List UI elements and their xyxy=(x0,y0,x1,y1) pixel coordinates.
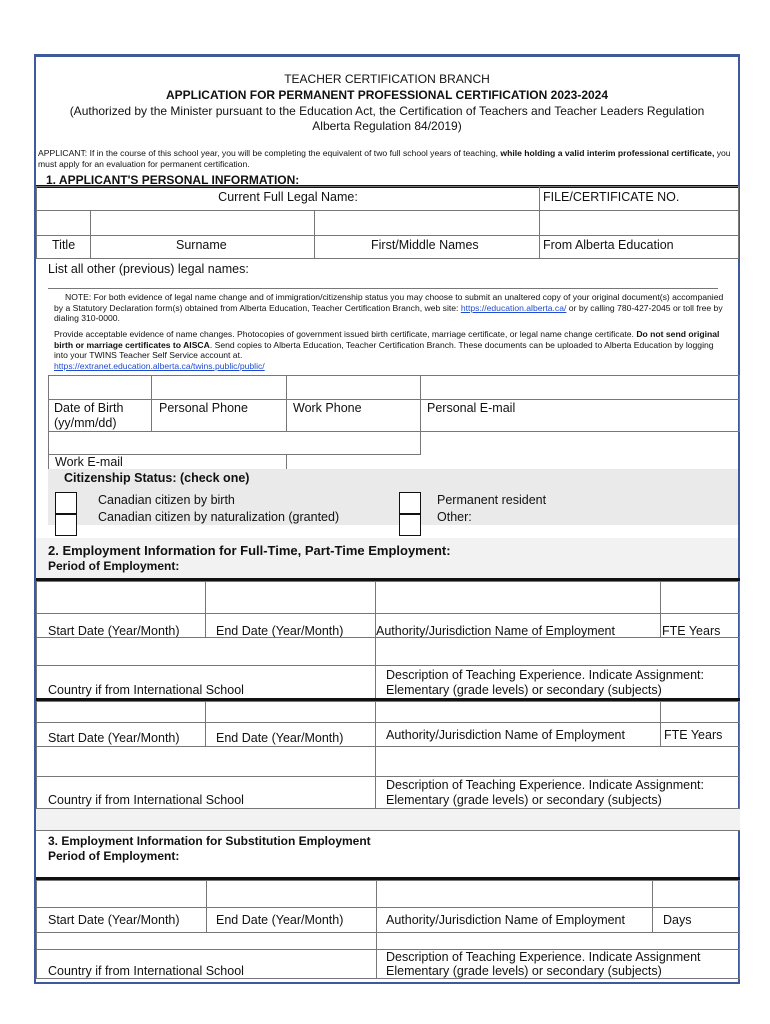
authority-label-2: Authority/Jurisdiction Name of Employment xyxy=(386,728,625,742)
fte-input[interactable] xyxy=(660,581,740,614)
work-phone-input[interactable] xyxy=(286,375,421,400)
file-cert-label: FILE/CERTIFICATE NO. xyxy=(543,190,680,204)
sub-description-line-2: Elementary (grade levels) or secondary (subjects) xyxy=(386,964,662,978)
fte-input-2[interactable] xyxy=(660,701,740,723)
section1-heading: 1. APPLICANT'S PERSONAL INFORMATION: xyxy=(46,173,300,187)
other-label: Other: xyxy=(437,510,472,524)
previous-names-label: List all other (previous) legal names: xyxy=(48,262,249,276)
permanent-resident-label: Permanent resident xyxy=(437,493,547,507)
country-label-2: Country if from International School xyxy=(48,793,244,807)
applicant-note-text: APPLICANT: If in the course of this school year, you will be completing the equivalent of two full school years of teaching, xyxy=(38,148,501,158)
sub-start-date-label: Start Date (Year/Month) xyxy=(48,913,180,927)
branch-title: TEACHER CERTIFICATION BRANCH xyxy=(284,72,490,86)
work-email-input[interactable] xyxy=(48,431,421,455)
applicant-note-tail: you must apply for an evaluation for permanent certification. xyxy=(38,148,731,169)
start-date-input-2[interactable] xyxy=(36,701,206,723)
sub-authority-input[interactable] xyxy=(376,880,653,908)
twins-link[interactable]: https://extranet.education.alberta.ca/twins.public/public/ xyxy=(54,360,265,371)
title-label: Title xyxy=(52,238,76,252)
description-label-2 xyxy=(386,778,704,808)
from-alberta-label: From Alberta Education xyxy=(543,238,674,252)
surname-input[interactable] xyxy=(90,210,315,236)
dob-format: (yy/mm/dd) xyxy=(54,416,117,430)
citizen-naturalization-label: Canadian citizen by naturalization (granted) xyxy=(98,510,340,524)
evidence-bold: Do not send original birth or marriage certificates to AISCA xyxy=(54,329,720,350)
sub-days-label: Days xyxy=(663,913,692,927)
personal-phone-input[interactable] xyxy=(151,375,287,400)
section2-period: Period of Employment: xyxy=(48,559,180,573)
description-line-1: Description of Teaching Experience. Indicate Assignment: xyxy=(386,668,705,682)
sub-country-input[interactable] xyxy=(36,932,377,950)
personal-phone-label: Personal Phone xyxy=(159,401,248,415)
end-date-input[interactable] xyxy=(205,581,376,614)
legal-name-label: Current Full Legal Name: xyxy=(218,190,358,204)
fte-label: FTE Years xyxy=(662,624,721,638)
country-label: Country if from International School xyxy=(48,683,244,697)
section2-heading: 2. Employment Information for Full-Time, Part-Time Employment: xyxy=(48,543,451,558)
applicant-note xyxy=(38,148,740,169)
citizen-naturalization-checkbox[interactable] xyxy=(55,514,77,536)
file-cert-input[interactable] xyxy=(539,210,739,236)
description-label xyxy=(386,668,704,698)
section3-period: Period of Employment: xyxy=(48,849,180,863)
start-date-label-2: Start Date (Year/Month) xyxy=(48,731,180,745)
start-date-input[interactable] xyxy=(36,581,206,614)
sub-description-input[interactable] xyxy=(376,932,740,950)
citizenship-heading: Citizenship Status: (check one) xyxy=(64,471,250,485)
evidence-text xyxy=(54,329,724,371)
personal-email-input[interactable] xyxy=(420,375,740,400)
title-input[interactable] xyxy=(36,210,91,236)
evidence-tail: . Send copies to Alberta Education, Teacher Certification Branch. These documents can be uploaded to Alberta Education by logging into your TWINS Teacher Self Service account at. xyxy=(54,339,714,360)
country-input-2[interactable] xyxy=(36,746,376,777)
sub-authority-label: Authority/Jurisdiction Name of Employment xyxy=(386,913,625,927)
end-date-input-2[interactable] xyxy=(205,701,376,723)
work-phone-label: Work Phone xyxy=(293,401,362,415)
end-date-label-2: End Date (Year/Month) xyxy=(216,731,344,745)
note-tail: or by calling 780-427-2045 or toll free by dialing 310-0000. xyxy=(54,302,723,323)
sub-end-date-label: End Date (Year/Month) xyxy=(216,913,344,927)
sub-end-date-input[interactable] xyxy=(206,880,377,908)
dob-text: Date of Birth xyxy=(54,401,124,415)
personal-email-label: Personal E-mail xyxy=(427,401,516,415)
section3-heading: 3. Employment Information for Substitution Employment xyxy=(48,834,371,848)
authority-label: Authority/Jurisdiction Name of Employment xyxy=(376,624,615,638)
note-body: NOTE: For both evidence of legal name change and of immigration/citizenship status you may choose to submit an unaltered copy of your original document(s) accompanied by a Statutory Declaration form(s) obtained from Alberta Education, Teacher Certification Branch, web site: xyxy=(54,292,724,313)
citizen-birth-checkbox[interactable] xyxy=(55,492,77,514)
authority-input-2[interactable] xyxy=(375,701,661,723)
description-line-2: Elementary (grade levels) or secondary (subjects) xyxy=(386,683,662,697)
sub-country-label: Country if from International School xyxy=(48,964,244,978)
sub-days-input[interactable] xyxy=(652,880,740,908)
country-input[interactable] xyxy=(36,637,376,666)
applicant-note-bold: while holding a valid interim professional certificate, xyxy=(500,148,715,158)
other-checkbox[interactable] xyxy=(399,514,421,536)
citizen-birth-label: Canadian citizen by birth xyxy=(98,493,235,507)
description-line-2: Elementary (grade levels) or secondary (subjects) xyxy=(386,793,662,807)
authority-input[interactable] xyxy=(375,581,661,614)
authorized-line-1: (Authorized by the Minister pursuant to the Education Act, the Certification of Teachers and Teacher Leaders Regulation xyxy=(69,104,705,118)
fte-label-2: FTE Years xyxy=(664,728,723,742)
sub-description-label xyxy=(386,950,701,978)
dob-input[interactable] xyxy=(48,375,152,400)
work-email-label: Work E-mail xyxy=(55,455,123,469)
section3-divider-top xyxy=(36,830,740,831)
sub-start-date-input[interactable] xyxy=(36,880,207,908)
first-middle-label: First/Middle Names xyxy=(371,238,479,252)
description-input[interactable] xyxy=(375,637,740,666)
start-date-label: Start Date (Year/Month) xyxy=(48,624,180,638)
education-link[interactable]: https://education.alberta.ca/ xyxy=(460,302,567,313)
surname-label: Surname xyxy=(176,238,227,252)
spacer-row xyxy=(36,809,740,831)
dob-label xyxy=(54,401,123,431)
previous-names-input[interactable] xyxy=(48,288,718,289)
end-date-label: End Date (Year/Month) xyxy=(216,624,344,638)
permanent-resident-checkbox[interactable] xyxy=(399,492,421,514)
authorized-line-2: Alberta Regulation 84/2019) xyxy=(312,119,462,133)
note-text xyxy=(54,292,724,324)
sub-description-line-1: Description of Teaching Experience. Indicate Assignment xyxy=(386,950,701,964)
form-title: APPLICATION FOR PERMANENT PROFESSIONAL CERTIFICATION 2023-2024 xyxy=(165,88,609,102)
first-middle-input[interactable] xyxy=(314,210,540,236)
description-input-2[interactable] xyxy=(375,746,740,777)
evidence-body: Provide acceptable evidence of name changes. Photocopies of government issued birth certificate, marriage certificate, or legal name change certificate. xyxy=(54,329,637,339)
description-line-1: Description of Teaching Experience. Indicate Assignment: xyxy=(386,778,705,792)
